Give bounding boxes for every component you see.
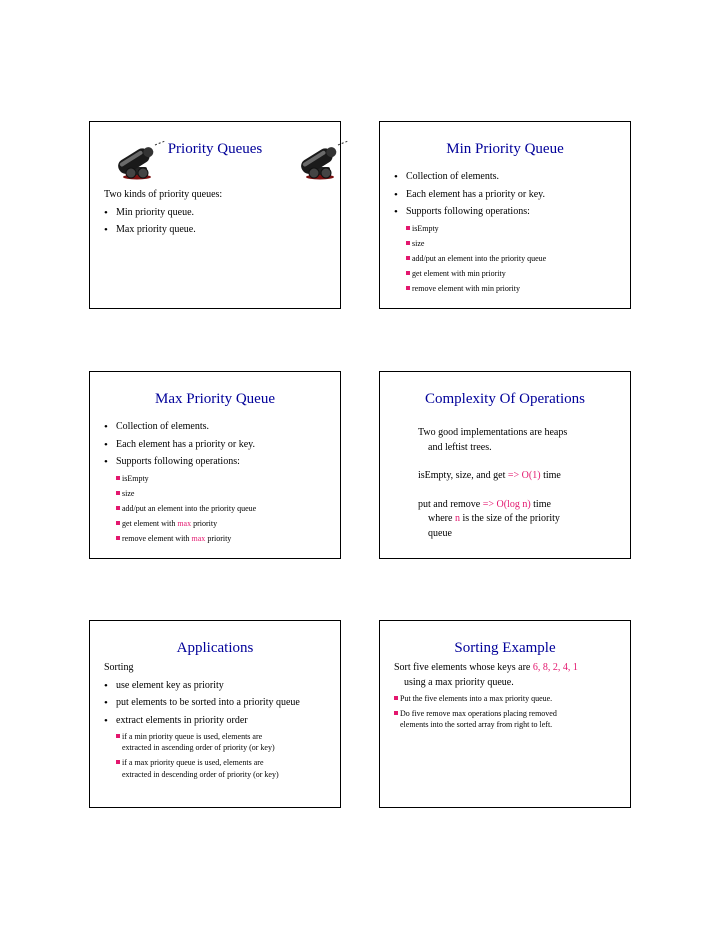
sub-list-item: size — [90, 488, 340, 499]
list-item: • Each element has a priority or key. — [380, 188, 630, 203]
text-line: if a max priority queue is used, elements are — [122, 758, 264, 768]
slide-title: Priority Queues — [167, 141, 263, 157]
bullet-list — [380, 170, 630, 294]
text-segment: put and remove — [418, 498, 483, 510]
slide-priority-queues — [89, 121, 341, 309]
slide-content — [90, 661, 340, 784]
sub-list-item — [90, 518, 340, 529]
text-segment: priority — [205, 534, 232, 544]
text-segment: remove element with — [122, 534, 192, 544]
bullet-list — [380, 693, 630, 731]
highlight-text: n — [454, 513, 460, 524]
slide-max-priority-queue — [89, 371, 341, 559]
bullet-list — [90, 420, 340, 544]
text-line: Put the five elements into a max priority queue. — [400, 694, 553, 703]
list-item: • Max priority queue. — [90, 223, 340, 238]
list-item: • Supports following operations: — [90, 455, 340, 470]
text-line: using a max priority queue. — [404, 676, 514, 688]
list-item: • put elements to be sorted into a priority queue — [90, 696, 340, 711]
text-line: queue — [428, 527, 452, 539]
text-line: if a min priority queue is used, elements are — [122, 732, 263, 741]
text-segment: isEmpty, size, and get — [418, 470, 508, 481]
text-line: Two good implementations are heaps — [418, 427, 568, 438]
text-line: extracted in descending order of priority (or key) — [122, 769, 279, 779]
text-segment: is the size of the priority — [459, 513, 560, 524]
slide-content — [380, 170, 630, 298]
slide-applications — [89, 620, 341, 808]
list-item: • use element key as priority — [90, 679, 340, 694]
text-segment: time — [530, 498, 551, 510]
paragraph — [380, 469, 630, 484]
sub-list-item: add/put an element into the priority queue — [90, 503, 340, 514]
slide-content — [380, 661, 630, 735]
list-item: • Collection of elements. — [380, 170, 630, 185]
slide-min-priority-queue — [379, 121, 631, 309]
text-segment: priority — [191, 519, 218, 529]
text-line: elements into the sorted array from right to left. — [400, 720, 553, 730]
text-line — [418, 512, 612, 527]
text-line: and leftist trees. — [428, 441, 492, 453]
sub-list-item: isEmpty — [380, 223, 630, 234]
sub-list-item — [90, 533, 340, 544]
slide-content — [90, 188, 340, 241]
highlight-text: 6, 8, 2, 4, 1 — [532, 662, 578, 673]
slide-sorting-example — [379, 620, 631, 808]
slide-title: Complexity Of Operations — [425, 391, 585, 407]
text-line: extracted in ascending order of priority (or key) — [122, 743, 275, 753]
highlight-text: => O(1) — [507, 470, 541, 481]
bullet-list — [90, 206, 340, 238]
list-item: • extract elements in priority order — [90, 714, 340, 729]
text-segment: Sort five elements whose keys are — [394, 662, 533, 673]
sub-list-item — [380, 693, 630, 704]
highlight-text: max — [177, 519, 192, 529]
text-segment: where — [428, 513, 455, 524]
list-item: • Each element has a priority or key. — [90, 438, 340, 453]
sub-list-item: size — [380, 238, 630, 249]
list-item: • Supports following operations: — [380, 205, 630, 220]
slide-content — [380, 426, 630, 555]
paragraph — [380, 498, 630, 542]
sub-list-item — [90, 731, 340, 753]
sub-list-item: get element with min priority — [380, 268, 630, 279]
intro-text: Sorting — [104, 662, 134, 673]
slide-content — [90, 420, 340, 548]
text-line: Do five remove max operations placing removed — [400, 709, 557, 719]
sub-list-item — [90, 757, 340, 779]
intro-text — [380, 661, 630, 690]
paragraph — [380, 426, 630, 455]
highlight-text: max — [191, 534, 206, 544]
sub-list-item: isEmpty — [90, 473, 340, 484]
sub-list-item: remove element with min priority — [380, 283, 630, 294]
text-segment: time — [540, 470, 561, 481]
slide-title: Max Priority Queue — [155, 391, 275, 407]
slide-title: Min Priority Queue — [446, 141, 564, 157]
list-item: • Collection of elements. — [90, 420, 340, 435]
sub-list-item: add/put an element into the priority queue — [380, 253, 630, 264]
slide-title: Sorting Example — [454, 640, 556, 656]
list-item: • Min priority queue. — [90, 206, 340, 221]
intro-text: Two kinds of priority queues: — [104, 189, 223, 200]
highlight-text: => O(log n) — [482, 498, 531, 510]
slide-title: Applications — [176, 640, 254, 656]
bullet-list — [90, 679, 340, 780]
sub-list-item — [380, 708, 630, 730]
slide-complexity — [379, 371, 631, 559]
text-segment: get element with — [122, 519, 178, 529]
